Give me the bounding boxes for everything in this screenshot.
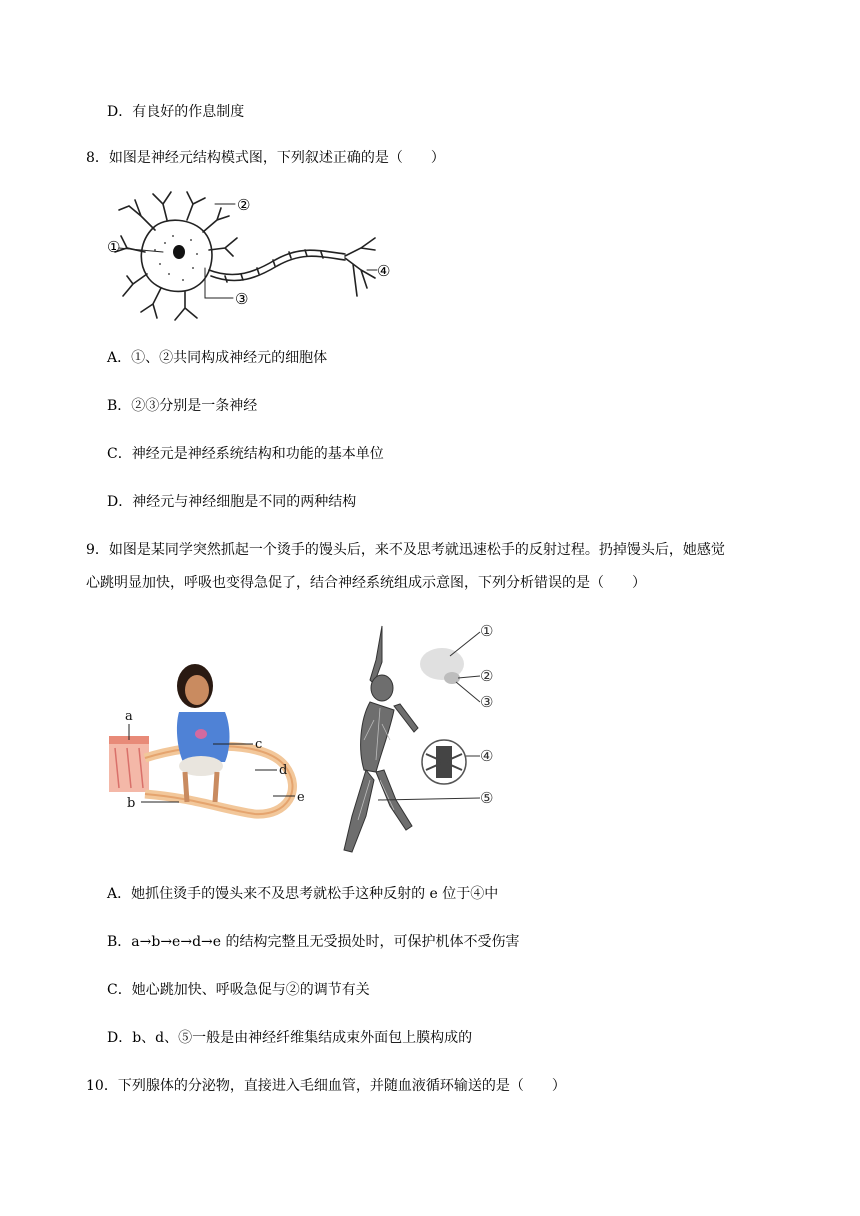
ns-label-1: ①	[480, 622, 494, 640]
q8-option-d: D．神经元与神经细胞是不同的两种结构	[107, 494, 357, 510]
reflex-label-c: c	[255, 737, 263, 752]
reflex-label-a: a	[125, 709, 133, 724]
q10-stem: 10．下列腺体的分泌物，直接进入毛细血管，并随血液循环输送的是（ ）	[86, 1078, 566, 1094]
reflex-label-e: e	[297, 790, 305, 805]
neuron-label-4: ④	[377, 262, 391, 280]
ns-label-5: ⑤	[480, 789, 494, 807]
q9-stem-line2: 心跳明显加快，呼吸也变得急促了，结合神经系统组成示意图，下列分析错误的是（ ）	[86, 575, 646, 591]
q8-option-c: C．神经元是神经系统结构和功能的基本单位	[107, 446, 384, 462]
q7-option-d: D．有良好的作息制度	[107, 104, 245, 120]
neuron-diagram	[105, 188, 405, 328]
q8-option-a: A．①、②共同构成神经元的细胞体	[107, 350, 328, 366]
ns-label-4: ④	[480, 747, 494, 765]
q9-option-a: A．她抓住烫手的馒头来不及思考就松手这种反射的 e 位于④中	[107, 886, 499, 902]
q9-option-d: D．b、d、⑤一般是由神经纤维集结成束外面包上膜构成的	[107, 1030, 473, 1046]
ns-label-2: ②	[480, 667, 494, 685]
reflex-arc-figure	[105, 648, 310, 828]
q9-stem-line1: 9．如图是某同学突然抓起一个烫手的馒头后，来不及思考就迅速松手的反射过程。扔掉馒头后，她感觉	[86, 542, 725, 558]
neuron-label-3: ③	[235, 290, 249, 308]
q9-option-c: C．她心跳加快、呼吸急促与②的调节有关	[107, 982, 370, 998]
ns-label-3: ③	[480, 693, 494, 711]
reflex-label-d: d	[279, 763, 288, 778]
neuron-label-1: ①	[107, 238, 121, 256]
neuron-label-2: ②	[237, 196, 251, 214]
q8-stem: 8．如图是神经元结构模式图，下列叙述正确的是（ ）	[86, 150, 445, 166]
nervous-system-figure	[330, 620, 500, 856]
q8-option-b: B．②③分别是一条神经	[107, 398, 258, 414]
reflex-label-b: b	[127, 796, 136, 811]
q9-option-b: B．a→b→e→d→e 的结构完整且无受损处时，可保护机体不受伤害	[107, 934, 520, 950]
